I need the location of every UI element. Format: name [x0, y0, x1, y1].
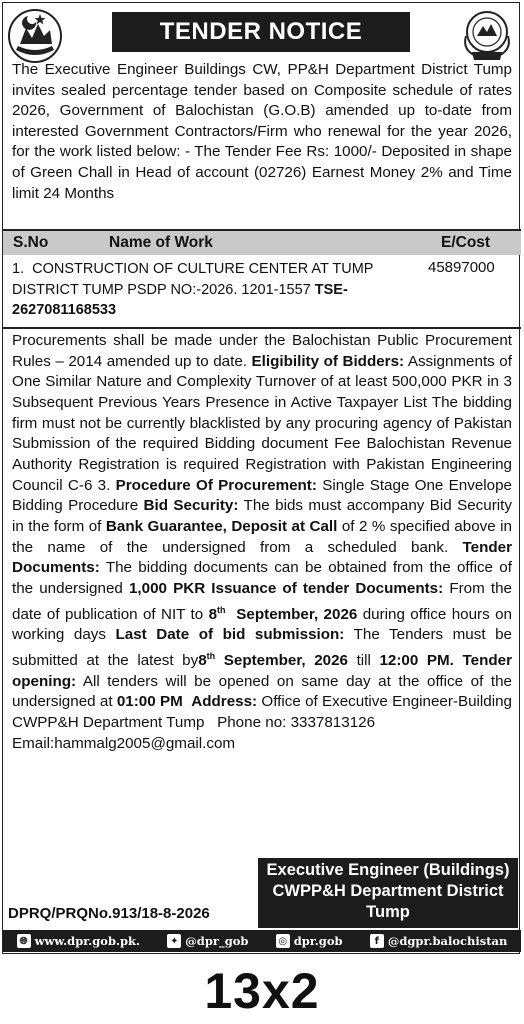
tender-details	[12, 331, 512, 754]
instagram-icon: ◎	[276, 934, 290, 948]
tender-documents-text: The bidding documents can be obtained from the office of the undersigned	[12, 559, 512, 597]
procedure-heading: Procedure Of Procurement:	[115, 476, 317, 494]
row-sno: 1.	[12, 261, 25, 277]
globe-icon: 🌐︎	[17, 934, 31, 948]
footer-instagram[interactable]: ◎ dpr.gob	[276, 934, 343, 948]
table-header	[3, 231, 521, 255]
tender-documents-heading: Tender Documents:	[12, 538, 512, 577]
column-header-sno: S.No	[13, 234, 49, 251]
twitter-icon: ✦	[167, 934, 181, 948]
divider	[3, 327, 521, 329]
publication-text: From the date of publication of NIT to	[12, 579, 512, 623]
balochistan-emblem-logo	[6, 6, 64, 64]
address-text: Office of Executive Engineer-Building CWPP&H Department Tump	[12, 693, 513, 731]
deadline-date-2: 8th September, 2026	[198, 650, 348, 669]
column-header-cost: E/Cost	[441, 234, 491, 251]
department-badge-logo	[458, 6, 516, 64]
procedure-text: Single Stage One Envelope Bidding Procedure	[12, 476, 512, 515]
footer-website[interactable]: 🌐︎ www.dpr.gob.pk.	[17, 934, 140, 948]
email-address: Email:hammalg2005@gmail.com	[12, 734, 236, 752]
signature-line-1: Executive Engineer (Buildings)	[266, 861, 510, 879]
eligibility-text: Assignments of One Similar Nature and Complexity Turnover of at least 500,000 PKR in 3 Subsequent Previous Years Presence in Active Taxpayer List The bidding firm must not be currently blacklisted by any procuring agency of Pakistan Submission of the required Bidding document Fee Balochistan Revenue Authority Registration is required Registration with Pakistan Engineering Council C-6 3.	[12, 352, 512, 494]
footer-bar	[3, 930, 521, 952]
last-date-heading: Last Date of bid submission:	[115, 626, 345, 644]
signature-line-3: Tump	[366, 903, 410, 921]
intro-paragraph: The Executive Engineer Buildings CW, PP&H Department District Tump invites sealed percentage tender based on Composite schedule of rates 2026, Government of Balochistan (G.O.B) amended up to-date from interested Government Contractors/Firm who renewal for the year 2026, for the work listed below: - The Tender Fee Rs: 1000/- Deposited in shape of Green Chall in Head of account (02726) Earnest Money 2% and Time limit 24 Months	[12, 61, 512, 202]
footer-facebook[interactable]: f @dgpr.balochistan	[370, 934, 508, 948]
table-row	[12, 259, 392, 321]
phone-number: Phone no: 3337813126	[217, 713, 376, 731]
deadline-date-1: 8th September, 2026	[208, 604, 358, 623]
opening-time: 01:00 PM	[116, 693, 183, 711]
office-hours-text: during office hours on working days	[12, 605, 512, 644]
bid-security-detail: of 2 % specified above in the name of the undersigned from a scheduled bank.	[12, 517, 512, 556]
ad-size-label: 13x2	[204, 963, 320, 1019]
footer-twitter[interactable]: ✦ @dpr_gob	[167, 934, 248, 948]
row-tse-number: TSE-2627081168533	[12, 281, 348, 318]
reference-number: DPRQ/PRQNo.913/18-8-2026	[8, 905, 210, 922]
page-title: TENDER NOTICE	[112, 12, 410, 52]
address-heading: Address:	[191, 693, 258, 711]
bid-security-text: The bids must accompany Bid Security in the form of	[12, 497, 512, 535]
eligibility-heading: Eligibility of Bidders:	[251, 352, 405, 370]
facebook-icon: f	[370, 934, 384, 948]
document-fee-text: 1,000 PKR Issuance of tender Documents:	[128, 579, 444, 597]
tender-opening-text: All tenders will be opened on same day at the office of the undersigned at	[12, 672, 512, 711]
bid-security-heading: Bid Security:	[143, 497, 239, 515]
bank-guarantee-text: Bank Guarantee, Deposit at Call	[105, 517, 338, 535]
last-date-text: The Tenders must be submitted at the latest by	[12, 626, 512, 669]
signature-block	[258, 858, 518, 928]
signature-line-2: CWPP&H Department District	[272, 882, 504, 900]
till-text: till	[356, 651, 371, 669]
row-estimated-cost: 45897000	[428, 259, 495, 276]
submission-time: 12:00 PM.	[379, 651, 454, 669]
tender-opening-heading: Tender opening:	[12, 651, 512, 690]
procurement-rules-text: Procurements shall be made under the Balochistan Public Procurement Rules – 2014 amended up to date.	[12, 332, 512, 370]
row-work-name: CONSTRUCTION OF CULTURE CENTER AT TUMP DISTRICT TUMP PSDP NO:-2026. 1201-1557	[12, 261, 374, 298]
column-header-name: Name of Work	[109, 234, 213, 251]
